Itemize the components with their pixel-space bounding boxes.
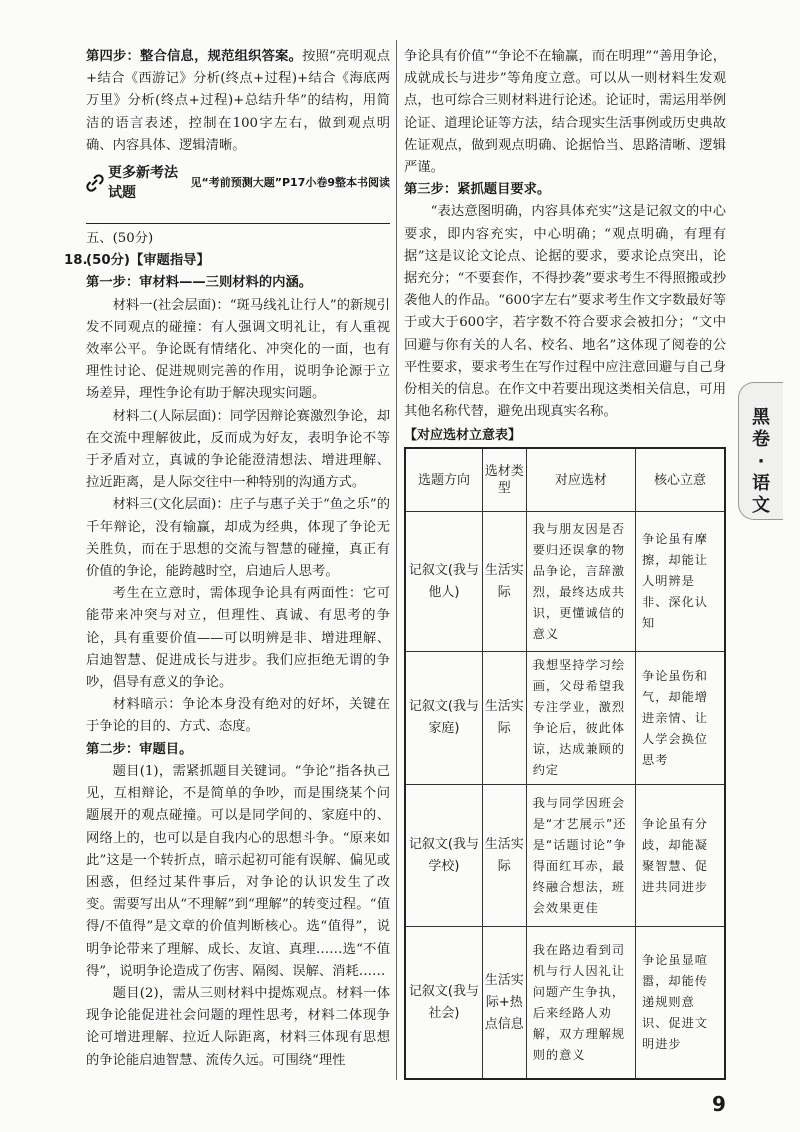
cell-direction: 记叙文(我与他人): [405, 512, 482, 652]
cell-type: 生活实际: [482, 785, 526, 927]
question-head: (50分)【审题指导】: [86, 253, 210, 269]
more-questions-bar: [86, 163, 390, 203]
requirement-paragraph: “表达意图明确，内容具体充实”这是记叙文的中心要求，即内容充实，中心明确；“观点明确，有理有据”这是议论文论点、论据的要求，要求论点突出，论据充分；“不要套作，不得抄袭”要求考生不得照搬或抄袭他人的作品。“600字左右”要求考生作文字数最好等于或大于600字，若字数不符合要求会被扣分；“文中回避与你有关的人名、校名、地名”这体现了阅卷的公平性要求，要求考生在写作过程中应注意回避与自己身份相关的信息。在作文中若要出现这类相关信息，可用其他名称代替，避免出现真实名称。: [404, 204, 726, 420]
cell-material: 我与朋友因是否要归还误拿的物品争论，言辞激烈，最终达成共识，更懂诚信的意义: [526, 512, 635, 652]
material-table: [404, 447, 726, 1080]
table-title: 【对应选材立意表】: [404, 428, 522, 444]
right-column: [404, 46, 726, 1080]
more-title: 更多新考法试题: [108, 165, 178, 202]
question-number: 18.: [64, 253, 88, 269]
cell-type: 生活实际: [482, 652, 526, 785]
step1-title: 第一步：审材料——三则材料的内涵。: [86, 275, 313, 291]
link-icon: [86, 174, 104, 192]
question-18-header: [64, 250, 390, 272]
continued-paragraph: 争论具有价值”“争论不在输赢，而在明理”“善用争论，成就成长与进步”等角度立意。可以从一则材料生发观点，也可综合三则材料进行论述。论证时，需运用举例论证、道理论证等方法，结合现实生活事例或历史典故佐证观点，做到观点明确、论据恰当、思路清晰、逻辑严谨。: [404, 49, 726, 176]
title-2-paragraph: 题目(2)，需从三则材料中提炼观点。材料一体现争论能促进社会问题的理性思考，材料二体现争论可增进理解、拉近人际距离，材料三体现有思想的争论能启迪智慧、流传久远。可围绕“理性: [86, 985, 390, 1068]
cell-core: 争论虽伤和气，却能增进亲情、让人学会换位思考: [636, 652, 725, 785]
more-note: 见“考前预测大题”P17小卷9整本书阅读: [190, 176, 390, 190]
table-row: [405, 927, 725, 1079]
table-header-row: [405, 448, 725, 512]
left-column: [64, 46, 390, 1072]
cell-direction: 记叙文(我与学校): [405, 785, 482, 927]
step3-title: 第三步：紧抓题目要求。: [404, 182, 551, 198]
header-core: 核心立意: [636, 448, 725, 512]
cell-type: 生活实际: [482, 512, 526, 652]
material-1-paragraph: 材料一(社会层面)：“斑马线礼让行人”的新规引发不同观点的碰撞：有人强调文明礼让，有人重视效率公平。争论既有情绪化、冲突化的一面，也有理性讨论、促进规则完善的作用，说明争论源于立场差异，理性争论有助于解决现实问题。: [86, 297, 390, 402]
cell-direction: 记叙文(我与家庭): [405, 652, 482, 785]
header-material: 对应选材: [526, 448, 635, 512]
cell-material: 我在路边看到司机与行人因礼让问题产生争执，后来经路人劝解，双方理解规则的意义: [526, 927, 635, 1079]
table-row: [405, 652, 725, 785]
material-3-paragraph: 材料三(文化层面)：庄子与惠子关于“鱼之乐”的千年辩论，没有输赢，却成为经典，体现了争论无关胜负，而在于思想的交流与智慧的碰撞，真正有价值的争论，能跨越时空，启迪后人思考。: [86, 497, 390, 580]
title-1-paragraph: 题目(1)，需紧抓题目关键词。“争论”指各执己见，互相辩论，不是简单的争吵，而是围绕某个问题展开的观点碰撞。可以是同学间的、家庭中的、网络上的，也可以是自我内心的思想斗争。“原来如此”这是一个转折点，暗示起初可能有误解、偏见或困惑，但经过某件事后，对争论的认识发生了改变。需要写出从“不理解”到“理解”的转变过程。“值得/不值得”是文章的价值判断核心。选“值得”，说明争论带来了理解、成长、友谊、真理……选“不值得”，说明争论造成了伤害、隔阂、误解、消耗……: [86, 763, 390, 979]
cell-core: 争论虽显喧嚣，却能传递规则意识、促进文明进步: [636, 927, 725, 1079]
side-tab-label: 黑卷·语文: [752, 407, 770, 516]
table-row: [405, 512, 725, 652]
cell-type: 生活实际+热点信息: [482, 927, 526, 1079]
material-2-paragraph: 材料二(人际层面)：同学因辩论赛激烈争论，却在交流中理解彼此，反而成为好友，表明争论不等于矛盾对立，真诚的争论能澄清想法、增进理解、拉近距离，是人际交往中一种特别的沟通方式。: [86, 408, 390, 491]
intent-paragraph: 考生在立意时，需体现争论具有两面性：它可能带来冲突与对立，但理性、真诚、有思考的争论，具有重要价值——可以明辨是非、增进理解、启迪智慧、促进成长与进步。我们应拒绝无谓的争吵，倡导有意义的争论。: [86, 586, 390, 691]
step4-paragraph: [86, 46, 390, 157]
header-type: 选材类型: [482, 448, 526, 512]
cell-core: 争论虽有摩擦，却能让人明辨是非、深化认知: [636, 512, 725, 652]
step4-title: 第四步：整合信息，规范组织答案。: [86, 49, 303, 64]
page-number: 9: [712, 1092, 726, 1116]
more-note-tail: [86, 203, 390, 224]
hint-paragraph: 材料暗示：争论本身没有绝对的好坏，关键在于争论的目的、方式、态度。: [86, 697, 390, 735]
step4-text: 按照“亮明观点+结合《西游记》分析(终点+过程)+结合《海底两万里》分析(终点+过程)+总结升华”的结构，用简洁的语言表述，控制在100字左右，做到观点明确、内容具体、逻辑清晰。: [86, 49, 390, 153]
cell-core: 争论虽有分歧，却能凝聚智慧、促进共同进步: [636, 785, 725, 927]
cell-material: 我与同学因班会是“才艺展示”还是“话题讨论”争得面红耳赤，最终融合想法，班会效果更佳: [526, 785, 635, 927]
cell-material: 我想坚持学习绘画，父母希望我专注学业，激烈争论后，彼此体谅，达成兼顾的约定: [526, 652, 635, 785]
table-row: [405, 785, 725, 927]
column-divider: [396, 40, 397, 1080]
side-tab: [738, 382, 783, 520]
header-direction: 选题方向: [405, 448, 482, 512]
cell-direction: 记叙文(我与社会): [405, 927, 482, 1079]
step2-title: 第二步：审题目。: [86, 741, 193, 757]
section-five: 五、(50分): [86, 231, 154, 247]
